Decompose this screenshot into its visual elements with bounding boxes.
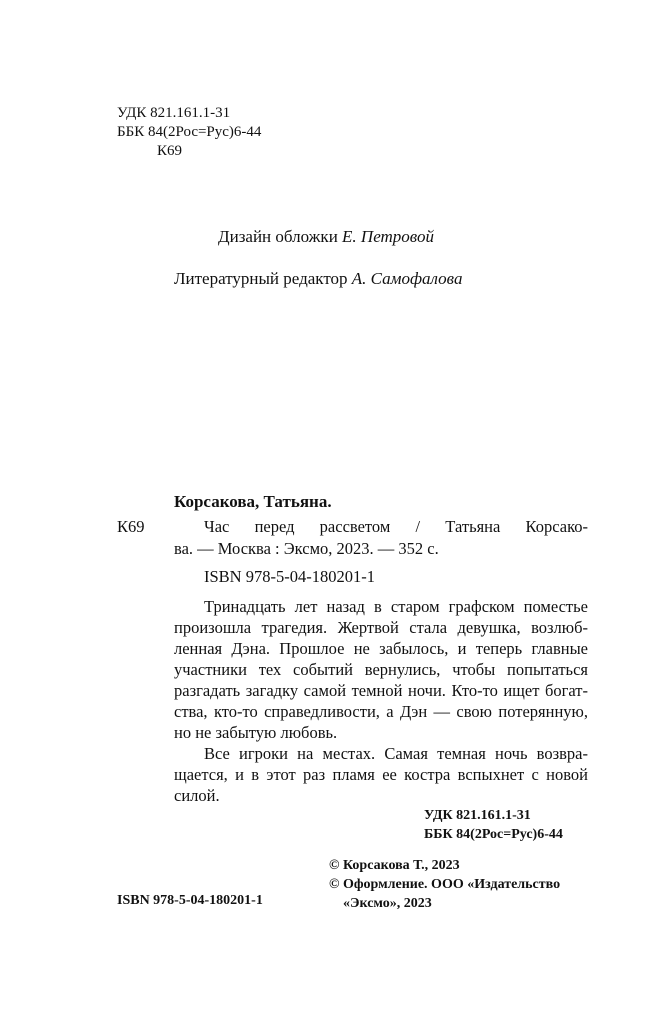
catalog-isbn: ISBN 978-5-04-180201-1	[204, 567, 375, 586]
copyright-author: © Корсакова Т., 2023	[329, 858, 460, 873]
copyright-design-line2: «Эксмо», 2023	[343, 896, 432, 911]
annotation-line: произошла трагедия. Жертвой стала девушка, возлюб-	[174, 618, 588, 637]
footer-isbn: ISBN 978-5-04-180201-1	[117, 893, 263, 908]
classification-udk: УДК 821.161.1-31	[424, 808, 531, 823]
annotation-line: участники тех событий вернулись, чтобы попытаться	[174, 660, 588, 679]
catalog-title-line1: Час перед рассветом / Татьяна Корсако-	[204, 517, 588, 536]
editor-label: Литературный редактор	[174, 269, 352, 288]
annotation-line: Тринадцать лет назад в старом графском поместье	[204, 597, 588, 616]
editor-name: А. Самофалова	[351, 269, 463, 288]
annotation-line: ленная Дэна. Прошлое не забылось, и теперь главные	[174, 639, 588, 658]
bbk-code: ББК 84(2Рос=Рус)6-44	[117, 124, 262, 140]
cover-design-name: Е. Петровой	[342, 227, 434, 246]
annotation-line: силой.	[174, 786, 220, 805]
annotation-line: разгадать загадку самой темной ночи. Кто-то ищет богат-	[174, 681, 588, 700]
copyright-design-line1: © Оформление. ООО «Издательство	[329, 877, 561, 892]
catalog-sign: К69	[117, 517, 145, 536]
annotation-line: щается, и в этот раз пламя ее костра вспыхнет с новой	[174, 765, 588, 784]
cover-design-label: Дизайн обложки	[218, 227, 343, 246]
cover-design-credit	[218, 226, 434, 248]
annotation-line: Все игроки на местах. Самая темная ночь возвра-	[204, 744, 588, 763]
editor-credit	[174, 268, 462, 290]
author-sign: К69	[157, 143, 183, 159]
annotation-line: но не забытую любовь.	[174, 723, 338, 742]
catalog-title-line2: ва. — Москва : Эксмо, 2023. — 352 с.	[174, 539, 439, 558]
udk-code: УДК 821.161.1-31	[117, 105, 231, 121]
catalog-author: Корсакова, Татьяна.	[174, 492, 332, 511]
classification-bbk: ББК 84(2Рос=Рус)6-44	[424, 827, 563, 842]
annotation-line: ства, кто-то справедливости, а Дэн — свою потерянную,	[174, 702, 588, 721]
